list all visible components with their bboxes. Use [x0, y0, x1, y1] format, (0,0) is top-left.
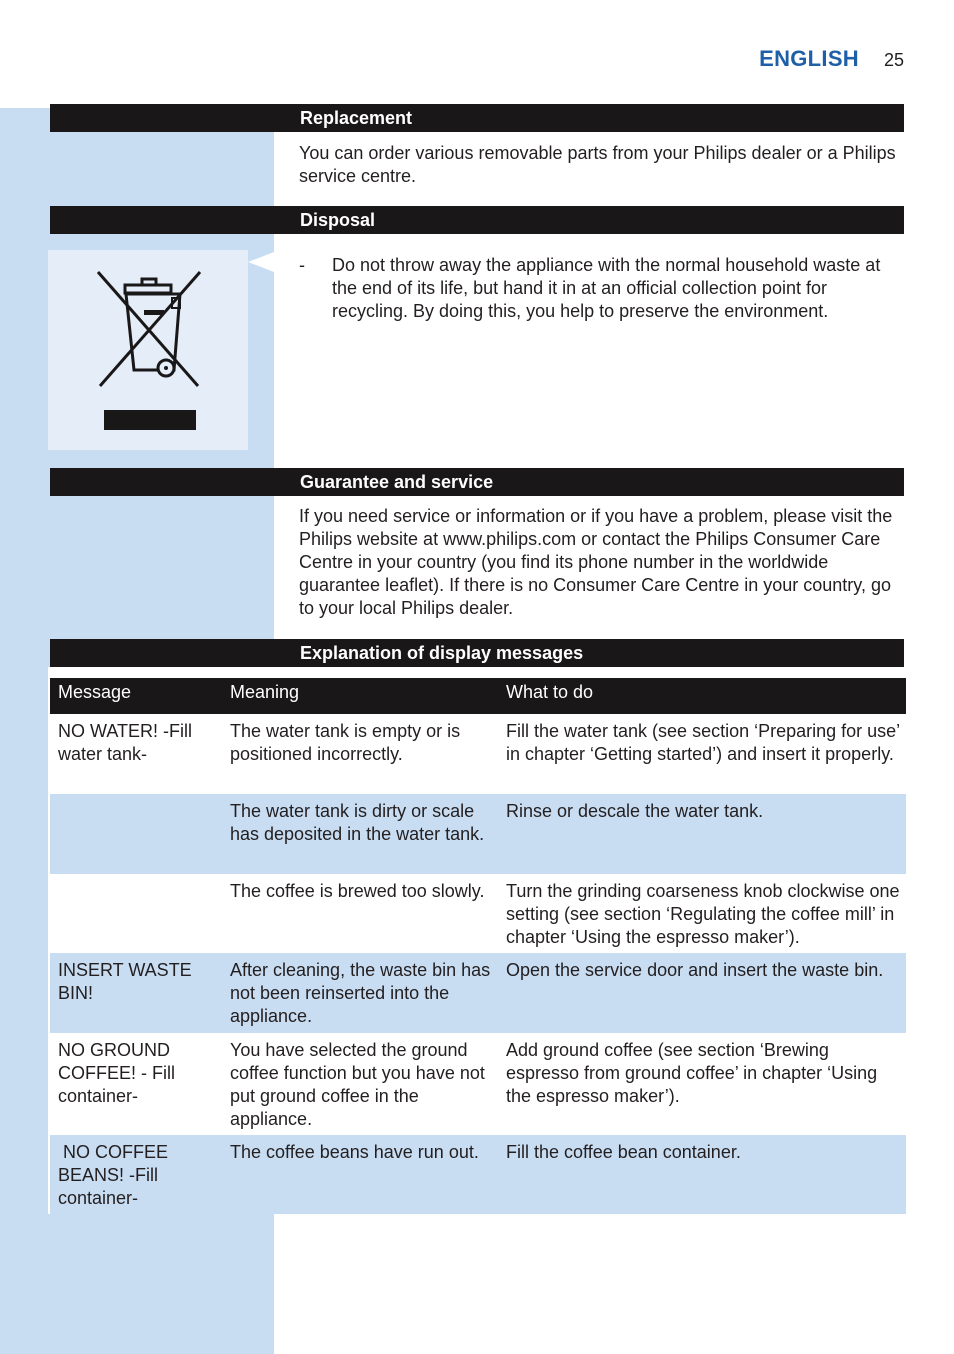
- section-title: Guarantee and service: [300, 472, 494, 492]
- row-action: Add ground coffee (see section ‘Brewing espresso from ground coffee’ in chapter ‘Using the espresso maker’).: [506, 1040, 878, 1106]
- row-meaning: The water tank is empty or is positioned incorrectly.: [230, 721, 461, 764]
- disposal-text: Do not throw away the appliance with the normal household waste at the end of its life, but hand it in at an official collection point for recycling. By doing this, you help to preserve the environment.: [332, 255, 881, 321]
- table-header-action: What to do: [506, 682, 594, 702]
- table-row: [50, 874, 906, 953]
- table-row: [50, 1135, 906, 1214]
- row-meaning: The coffee beans have run out.: [230, 1142, 479, 1162]
- table-left-rule: [48, 678, 50, 1214]
- guarantee-text-pre: If you need service or information or if you have a problem, please visit the Philips website at: [299, 506, 893, 549]
- section-bar-guarantee: [50, 468, 904, 496]
- table-header-row: [50, 678, 906, 714]
- table-row: [50, 794, 906, 874]
- guarantee-text-post: or contact the Philips Consumer Care Centre in your country (you find its phone number in the worldwide guarantee leaflet). If there is no Consumer Care Centre in your country, go to your local Philips dealer.: [299, 529, 891, 618]
- row-action: Open the service door and insert the waste bin.: [506, 960, 884, 980]
- table-surround-bg: [48, 667, 906, 678]
- table-row: [50, 1033, 906, 1135]
- philips-website-link[interactable]: www.philips.com: [443, 529, 577, 549]
- table-header-message: Message: [58, 682, 132, 702]
- row-action: Fill the coffee bean container.: [506, 1142, 741, 1162]
- table-row: [50, 714, 906, 794]
- disposal-image-panel: [48, 250, 248, 450]
- row-meaning: After cleaning, the waste bin has not been reinserted into the appliance.: [230, 960, 491, 1026]
- row-action: Fill the water tank (see section ‘Preparing for use’ in chapter ‘Getting started’) and insert it properly.: [506, 721, 900, 764]
- row-meaning: The water tank is dirty or scale has deposited in the water tank.: [230, 801, 485, 844]
- section-title: Disposal: [300, 210, 376, 230]
- section-bar-replacement: [50, 104, 904, 132]
- image-pointer: [248, 252, 274, 272]
- replacement-text: You can order various removable parts from your Philips dealer or a Philips service centre.: [299, 143, 896, 186]
- section-bar-display-messages: [50, 639, 904, 667]
- row-message: NO GROUND COFFEE! - Fill container-: [58, 1040, 175, 1106]
- language-label: ENGLISH: [759, 46, 859, 71]
- row-message: NO WATER! -Fill water tank-: [58, 721, 192, 764]
- section-title: Replacement: [300, 108, 413, 128]
- section-title: Explanation of display messages: [300, 643, 584, 663]
- row-action: Rinse or descale the water tank.: [506, 801, 764, 821]
- table-row: [50, 953, 906, 1033]
- section-bar-disposal: [50, 206, 904, 234]
- display-messages-table: [50, 678, 906, 1214]
- row-message: INSERT WASTE BIN!: [58, 960, 192, 1003]
- row-message: NO COFFEE BEANS! -Fill container-: [58, 1142, 174, 1208]
- page-number: 25: [884, 50, 905, 70]
- row-action: Turn the grinding coarseness knob clockwise one setting (see section ‘Regulating the coffee mill’ in chapter ‘Using the espresso maker’).: [506, 881, 900, 947]
- row-meaning: You have selected the ground coffee function but you have not put ground coffee in the appliance.: [230, 1040, 485, 1129]
- row-meaning: The coffee is brewed too slowly.: [230, 881, 485, 901]
- crossed-out-wheelie-bin-icon: [48, 250, 248, 450]
- guarantee-text: [299, 505, 905, 620]
- table-header-meaning: Meaning: [230, 682, 300, 702]
- bullet-dash: -: [299, 255, 305, 275]
